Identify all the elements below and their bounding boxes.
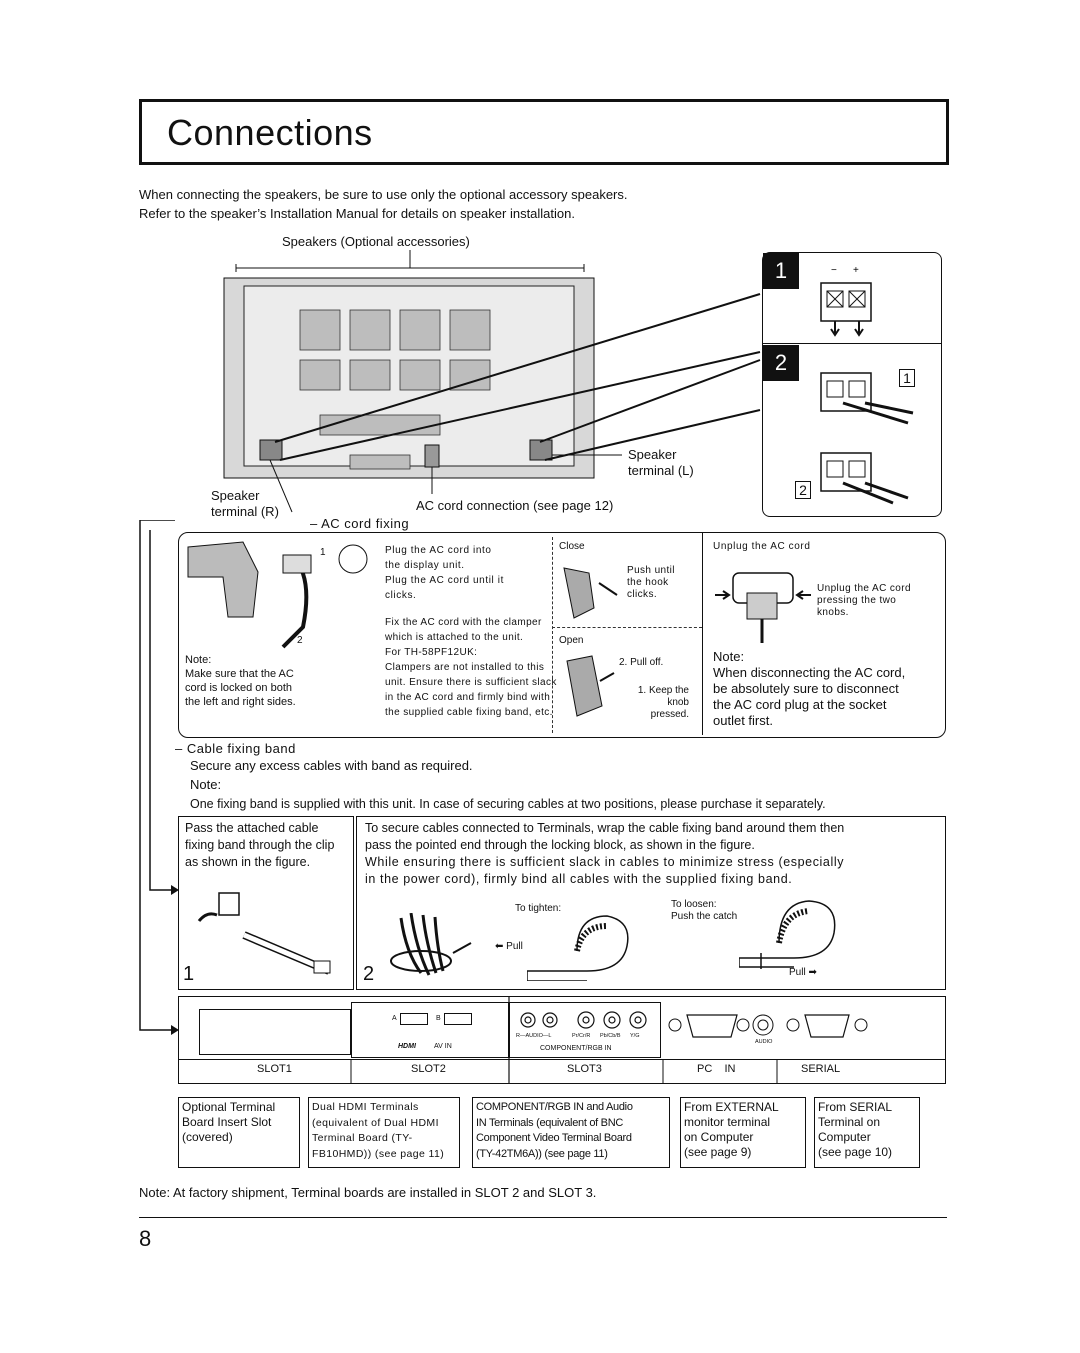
svg-text:−: −: [831, 265, 837, 276]
callout-component: COMPONENT/RGB IN and Audio IN Terminals (equivalent of BNC Component Video Terminal Board (TY-42TM6A)) (see page 11): [472, 1097, 670, 1168]
intro-line-1: When connecting the speakers, be sure to use only the optional accessory speakers.: [139, 187, 628, 202]
pull-label-1: ⬅ Pull: [495, 941, 523, 952]
ac-note-right: Note: When disconnecting the AC cord, be absolutely sure to disconnect the AC cord plug at the socket outlet first.: [713, 649, 906, 728]
plug-instructions: Plug the AC cord into the display unit. Plug the AC cord until it clicks.: [385, 545, 504, 601]
audio-label: AUDIO: [755, 1039, 773, 1045]
svg-text:+: +: [853, 265, 859, 276]
cable-band-note-label: Note:: [190, 777, 222, 792]
hdmi-logo: HDMI: [398, 1043, 416, 1050]
ac-connection-label: AC cord connection (see page 12): [416, 498, 614, 513]
terminal-l-label: Speaker terminal (L): [628, 447, 694, 478]
terminal-board: [178, 996, 946, 1084]
page-title: Connections: [167, 112, 373, 153]
marker-circle-1: 1: [320, 547, 326, 558]
cable-band-note: One fixing band is supplied with this unit. In case of securing cables at two positions, please purchase it separately.: [190, 797, 826, 811]
unplug-heading: Unplug the AC cord: [713, 541, 811, 552]
loosen-text: To loosen: Push the catch: [671, 899, 738, 922]
hdmi-b-label: B: [436, 1015, 441, 1022]
pull-off-text: 2. Pull off.: [619, 657, 664, 668]
pull-label-2: Pull ➡: [789, 967, 817, 978]
serial-label: SERIAL: [801, 1063, 841, 1075]
pr-label: Pr/Cr/R: [572, 1033, 591, 1039]
hdmi-a-label: A: [392, 1015, 397, 1022]
cable-band-line1: Secure any excess cables with band as required.: [190, 758, 473, 773]
ac-note-left: Note: Make sure that the AC cord is locked on both the left and right sides.: [185, 654, 296, 708]
speaker-steps-panel: [762, 252, 942, 517]
step-2-badge: 2: [763, 345, 799, 381]
dash-divider-2: [552, 627, 702, 628]
terminal-wire-illustration: [813, 353, 933, 513]
callout-serial: From SERIAL Terminal on Computer (see page 10): [814, 1097, 920, 1168]
av-in-label: AV IN: [434, 1043, 452, 1050]
callout-hdmi: Dual HDMI Terminals (equivalent of Dual HDMI Terminal Board (TY- FB10HMD)) (see page 11): [308, 1097, 460, 1168]
display-rear-diagram: [180, 250, 780, 520]
terminal-r-label: Speaker terminal (R): [211, 488, 279, 519]
footer-rule: [139, 1217, 947, 1218]
intro-line-2: Refer to the speaker’s Installation Manual for details on speaker installation.: [139, 206, 575, 221]
open-clamp-icon: [562, 651, 617, 721]
dash-divider-1: [552, 537, 553, 733]
callout-optional-slot: Optional Terminal Board Insert Slot (covered): [178, 1097, 300, 1168]
page-number: 8: [139, 1226, 152, 1251]
step-divider: [763, 343, 941, 344]
band-panel-2-number: 2: [363, 963, 375, 985]
close-label: Close: [559, 541, 585, 552]
slot3-label: SLOT3: [567, 1063, 602, 1075]
substep-1-marker: 1: [899, 369, 915, 387]
cable-band-heading: – Cable fixing band: [175, 741, 296, 756]
y-label: Y/G: [630, 1033, 640, 1039]
band-panel-1: [178, 816, 354, 990]
footer-note: Note: At factory shipment, Terminal boards are installed in SLOT 2 and SLOT 3.: [139, 1185, 597, 1200]
band-panel-1-number: 1: [183, 963, 195, 985]
step-1-badge: 1: [763, 253, 799, 289]
marker-circle-2: 2: [297, 635, 303, 646]
ac-divider: [702, 533, 703, 735]
keep-text: 1. Keep the knob pressed.: [637, 685, 689, 720]
tighten-illustration: [527, 911, 637, 981]
substep-2-marker: 2: [795, 481, 811, 499]
bundled-cables-illustration: [381, 913, 481, 983]
close-clamp-icon: [559, 563, 624, 623]
ac-fixing-heading: – AC cord fixing: [310, 516, 410, 531]
slot1-label: SLOT1: [257, 1063, 292, 1075]
component-label: COMPONENT/RGB IN: [540, 1045, 612, 1052]
pc-in-label: PC IN: [697, 1063, 736, 1075]
terminal-push-illustration: [813, 261, 923, 341]
unplug-plug-icon: [713, 563, 813, 653]
slot2-label: SLOT2: [411, 1063, 446, 1075]
clamper-illustration: [183, 537, 373, 667]
band-panel-2: [356, 816, 946, 990]
band-panel-1-text: Pass the attached cable fixing band through the clip as shown in the figure.: [185, 821, 335, 869]
ac-fixing-panel: [178, 532, 946, 738]
push-text: Push until the hook clicks.: [627, 565, 675, 600]
unplug-text: Unplug the AC cord pressing the two knobs.: [817, 583, 911, 618]
band-clip-illustration: [189, 885, 349, 975]
loosen-illustration: [739, 893, 849, 973]
fix-instructions: Fix the AC cord with the clamper which is attached to the unit. For TH-58PF12UK: Clampers are not installed to this unit. Ensure there is sufficient slack in the AC cord and firmly bind with the supplied cable fixing band, etc.: [385, 617, 557, 718]
title-box: [139, 99, 949, 165]
speakers-caption: Speakers (Optional accessories): [282, 234, 470, 249]
audio-lr-label: R—AUDIO—L: [516, 1033, 552, 1039]
pb-label: Pb/Cb/B: [600, 1033, 621, 1039]
to-tighten-label: To tighten:: [515, 903, 562, 914]
intro-text: [139, 185, 628, 223]
slot-leaders: [179, 997, 945, 1083]
open-label: Open: [559, 635, 584, 646]
band-panel-2-text: To secure cables connected to Terminals, wrap the cable fixing band around them then pass the pointed end through the locking block, as shown in the figure. While ensuring there is sufficient slack in cables to minimize stress (especially in the power cord), firmly bind all cables with the supplied fixing band.: [365, 821, 845, 886]
callout-pc-in: From EXTERNAL monitor terminal on Computer (see page 9): [680, 1097, 806, 1168]
